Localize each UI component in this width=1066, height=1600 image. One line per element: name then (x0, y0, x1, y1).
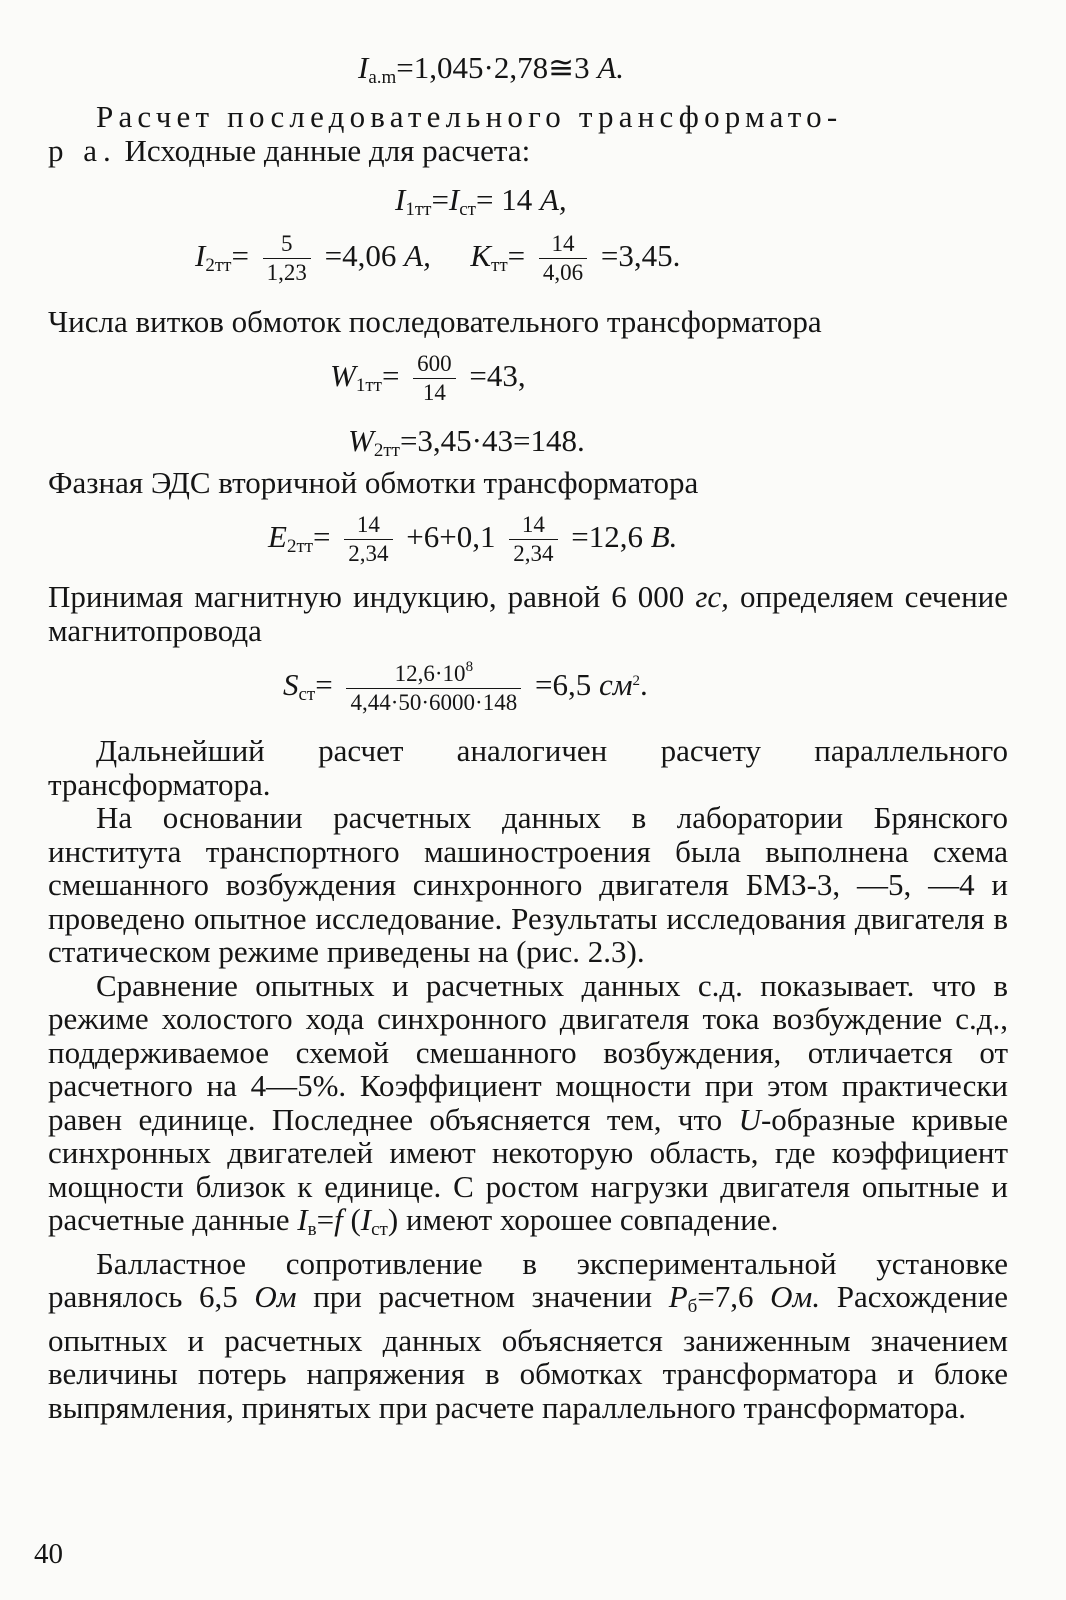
formula-unit: A. (597, 50, 625, 85)
formula-tail: . (640, 666, 648, 702)
formula-eq: = (381, 357, 400, 393)
compare-text: имеют хорошее совпадение. (398, 1202, 779, 1237)
fraction (539, 232, 587, 285)
section-intro (48, 100, 1008, 167)
formula-iam (358, 52, 624, 87)
induction-paragraph (48, 580, 1008, 647)
ballast-text: Балластное сопротивление в экспериментальной установке равнялось 6,5 (48, 1245, 1008, 1314)
intro-line (48, 134, 1008, 168)
compare-eq: = (316, 1202, 335, 1237)
numerator-base: 12,6·10 (394, 661, 466, 686)
induction-unit: гс, (695, 579, 729, 614)
ballast-text: Расхождение опытных и расчетных данных объясняется заниженным значением величины потерь напряжения в обмотках трансформатора и блоке выпрямления, принятых при расчете параллельного трансформатора. (48, 1279, 1009, 1425)
formula-symbol: I (395, 182, 406, 217)
formula-subscript: 2тт (373, 440, 400, 461)
fraction (263, 232, 311, 285)
ballast-unit: Ом. (770, 1279, 821, 1314)
compare-text: Сравнение опытных и расчетных данных с.д. показывает. что в режиме холостого хода синхронного двигателя тока возбуждение с.д., поддерживаемое схемой смешанного возбуждения, отличается от расчетного на 4—5%. Коэффициент мощности при этом практически равен единице. Последнее объясняется тем, что (48, 967, 1008, 1137)
induction-text: определяем сечение магнитопровода (48, 579, 1009, 648)
formula-subscript: а.m (368, 67, 397, 88)
compare-function: f (334, 1202, 343, 1237)
compare-subscript: в (307, 1219, 317, 1240)
formula-symbol: W (348, 423, 374, 458)
compare-text: -образные кривые синхронных двигателей имеют некоторую область, где коэффициент мощности близок к единице. С ростом нагрузки двигателя опытные и расчетные данные (48, 1101, 1009, 1237)
turns-paragraph: Числа витков обмоток последовательного трансформатора (48, 304, 822, 339)
induction-text: Принимая магнитную индукцию, равной 6 000 (48, 579, 685, 614)
formula-i2-ktt (195, 232, 680, 285)
formula-w1 (330, 352, 526, 405)
heading-continuation: р а. (48, 132, 117, 168)
formula-symbol: I (195, 237, 206, 273)
ballast-subscript: б (687, 1296, 698, 1317)
ballast-value: =7,6 (697, 1279, 754, 1314)
compare-close: ) (387, 1202, 399, 1237)
emf-block (48, 466, 1008, 500)
compare-u: U (738, 1101, 761, 1137)
fraction-numerator (346, 660, 521, 689)
formula-subscript: ст (298, 683, 316, 705)
fraction-denominator: 1,23 (266, 260, 307, 286)
formula-rhs: =6,5 (534, 666, 592, 702)
further-paragraph: Дальнейший расчет аналогичен расчету параллельного трансформатора. (48, 733, 1008, 802)
fraction-numerator: 14 (344, 513, 392, 540)
fraction-numerator: 600 (413, 352, 456, 379)
compare-subscript: ст (371, 1219, 388, 1240)
formula-subscript: 1тт (355, 374, 382, 396)
formula-subscript: ст (459, 199, 476, 220)
fraction-denominator: 4,44·50·6000·148 (350, 690, 518, 716)
unit-exponent: 2 (632, 672, 640, 689)
fraction (509, 513, 557, 566)
fraction-denominator: 4,06 (542, 260, 584, 286)
formula-rhs: =1,045·2,78≅3 (396, 50, 590, 85)
formula-unit: A, (404, 237, 431, 273)
formula-eq: = (315, 666, 333, 702)
formula-eq: = (231, 237, 249, 273)
formula-eq: = (507, 237, 526, 273)
formula-subscript: 2тт (286, 535, 314, 557)
intro-text: Исходные данные для расчета: (124, 132, 531, 168)
emf-paragraph: Фазная ЭДС вторичной обмотки трансформатора (48, 465, 699, 500)
formula-rhs: =4,06 (324, 237, 397, 273)
formula-unit: см (598, 666, 633, 702)
ballast-paragraph (48, 1247, 1008, 1425)
page-number: 40 (34, 1538, 63, 1570)
compare-symbol: I (297, 1202, 308, 1237)
formula-i1 (395, 184, 567, 219)
formula-e2 (268, 513, 677, 566)
section-heading: Расчет последовательного трансформато- (96, 99, 843, 134)
ballast-symbol: P (668, 1279, 688, 1314)
body-text (48, 734, 1008, 1424)
fraction-denominator: 2,34 (513, 541, 554, 567)
ballast-unit: Ом (254, 1279, 297, 1314)
formula-symbol: S (283, 666, 299, 702)
formula-rhs: = 14 (476, 182, 533, 217)
ballast-text: при расчетном значении (313, 1279, 653, 1314)
formula-unit: A, (539, 182, 567, 217)
fraction-numerator: 14 (539, 232, 587, 259)
formula-symbol: W (330, 357, 356, 393)
fraction-numerator: 5 (263, 232, 311, 259)
fraction (344, 513, 392, 566)
compare-symbol: I (360, 1202, 372, 1237)
fraction (413, 352, 456, 405)
turns-block (48, 305, 1008, 339)
formula-subscript: 1тт (405, 199, 432, 220)
formula-eq: = (431, 182, 449, 217)
formula-symbol: I (358, 50, 369, 85)
formula-symbol: I (448, 182, 460, 217)
formula-rhs: =3,45. (600, 237, 681, 273)
induction-block (48, 580, 1008, 647)
bryansk-paragraph: На основании расчетных данных в лаборатории Брянского института транспортного машиностроения была выполнена схема смешанного возбуждения синхронного двигателя БМЗ-3, —5, —4 и проведено опытное исследование. Результаты исследования двигателя в статическом режиме приведены на (рис. 2.3). (48, 800, 1008, 969)
formula-rhs: =12,6 (571, 518, 643, 554)
formula-subscript: 2тт (205, 254, 232, 276)
fraction-denominator: 2,34 (348, 541, 389, 567)
formula-eq: = (313, 518, 331, 554)
formula-rhs: =43, (469, 357, 526, 393)
formula-unit: B. (650, 518, 678, 554)
formula-subscript: тт (491, 254, 508, 276)
compare-open: ( (342, 1202, 361, 1237)
compare-paragraph (48, 969, 1008, 1247)
fraction-numerator: 14 (509, 513, 557, 540)
formula-s (283, 660, 648, 715)
fraction-denominator: 14 (422, 380, 446, 406)
numerator-exponent: 8 (465, 659, 474, 675)
formula-rhs: =3,45·43=148. (399, 423, 585, 458)
formula-mid: +6+0,1 (406, 518, 496, 554)
formula-w2 (348, 425, 585, 460)
formula-symbol: K (470, 237, 492, 273)
formula-symbol: E (268, 518, 287, 554)
fraction (346, 660, 521, 715)
